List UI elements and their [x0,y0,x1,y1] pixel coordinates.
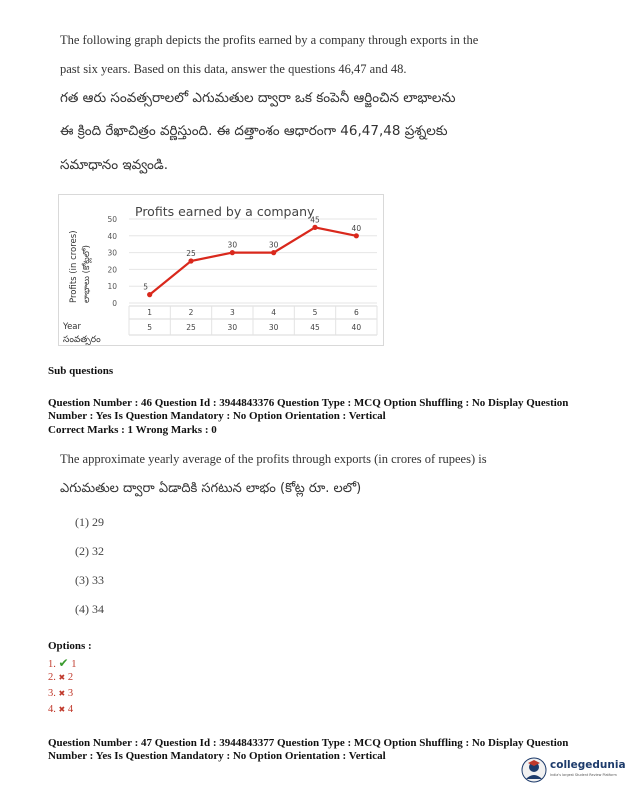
q46-choice-2: (2) 32 [75,544,104,558]
data-point [312,225,317,230]
passage-en-line-1: The following graph depicts the profits earned by a company through exports in the [60,33,479,47]
q46-choice-3: (3) 33 [75,573,104,587]
profit-chart [58,194,384,346]
data-label: 30 [268,240,279,250]
brand-tagline: India's largest Student Review Platform [550,773,617,777]
option-number: 3. [48,688,56,699]
option-row-1 [48,656,76,671]
data-point [230,250,235,255]
table-value: 40 [351,323,362,332]
check-icon: ✔ [58,656,69,670]
sub-questions-heading: Sub questions [48,365,114,377]
cross-icon: ✖ [58,689,66,698]
table-value: 25 [186,323,196,332]
series-line [150,227,357,294]
option-row-2 [48,672,73,683]
q46-text-en: The approximate yearly average of the profits through exports (in crores of rupees) is [60,452,487,466]
data-label: 30 [227,240,238,250]
cross-icon: ✖ [58,673,66,682]
option-number: 4. [48,704,56,715]
option-value: 2 [67,672,74,683]
q47-meta-line-1: Question Number : 47 Question Id : 3944843377 Question Type : MCQ Option Shuffling : No Display Question [48,737,569,749]
x-category-label: 6 [353,308,359,317]
profit-chart-svg [59,195,383,345]
option-value: 4 [67,704,74,715]
option-row-4 [48,704,73,715]
x-category-label: 1 [147,308,153,317]
q46-meta-line-1: Question Number : 46 Question Id : 3944843376 Question Type : MCQ Option Shuffling : No Display Question [48,397,569,409]
x-category-label: 5 [312,308,318,317]
options-heading: Options : [48,640,92,652]
chart-xlabel-en: Year [63,322,81,332]
option-number: 2. [48,672,56,683]
q46-text-te: ఎగుమతుల ద్వారా ఏడాదికి సగటున లాభం (కోట్ల రూ. లలో) [60,481,362,496]
passage-te-line-3: సమాధానం ఇవ్వండి. [60,157,169,173]
data-point [147,292,152,297]
chart-title: Profits earned by a company [135,204,315,219]
q46-meta-line-2: Number : Yes Is Question Mandatory : No Option Orientation : Vertical [48,410,386,422]
chart-xlabel-te: సంవత్సరం [63,335,101,345]
q46-choice-1: (1) 29 [75,515,104,529]
data-label: 5 [143,282,149,292]
y-tick-label: 0 [112,299,117,308]
data-label: 40 [351,223,362,233]
q46-marks: Correct Marks : 1 Wrong Marks : 0 [48,424,217,436]
collegedunia-logo [520,755,626,785]
x-category-label: 3 [229,308,235,317]
table-value: 45 [310,323,320,332]
option-value: 3 [67,688,74,699]
table-value: 30 [268,323,279,332]
table-value: 30 [227,323,238,332]
chart-ylabel-te: లాభాలు (కోట్లలో) [82,245,92,303]
x-category-label: 4 [271,308,277,317]
data-point [188,258,193,263]
passage-te-line-1: గత ఆరు సంవత్సరాలలో ఎగుమతుల ద్వారా ఒక కంపెనీ ఆర్జించిన లాభాలను [60,90,456,106]
table-value: 5 [147,323,153,332]
y-tick-label: 30 [107,248,117,258]
x-category-label: 2 [188,308,194,317]
brand-name: collegedunia [550,759,626,771]
chart-ylabel-en: Profits (in crores) [69,230,79,303]
q46-choice-4: (4) 34 [75,602,104,616]
option-value: 1 [71,659,77,670]
option-number: 1. [48,659,56,670]
data-point [271,250,276,255]
data-label: 45 [310,215,320,225]
passage-en-line-2: past six years. Based on this data, answer the questions 46,47 and 48. [60,62,407,76]
y-tick-label: 50 [107,215,117,224]
passage-te-line-2: ఈ క్రింది రేఖాచిత్రం వర్ణిస్తుంది. ఈ దత్తాంశం ఆధారంగా 46,47,48 ప్రశ్నలకు [60,123,448,139]
q47-meta-line-2: Number : Yes Is Question Mandatory : No Option Orientation : Vertical [48,750,386,762]
data-label: 25 [186,249,196,258]
y-tick-label: 10 [107,282,117,292]
y-tick-label: 40 [107,231,117,241]
data-point [354,233,359,238]
cross-icon: ✖ [58,705,66,714]
option-row-3 [48,688,73,699]
y-tick-label: 20 [107,265,117,275]
